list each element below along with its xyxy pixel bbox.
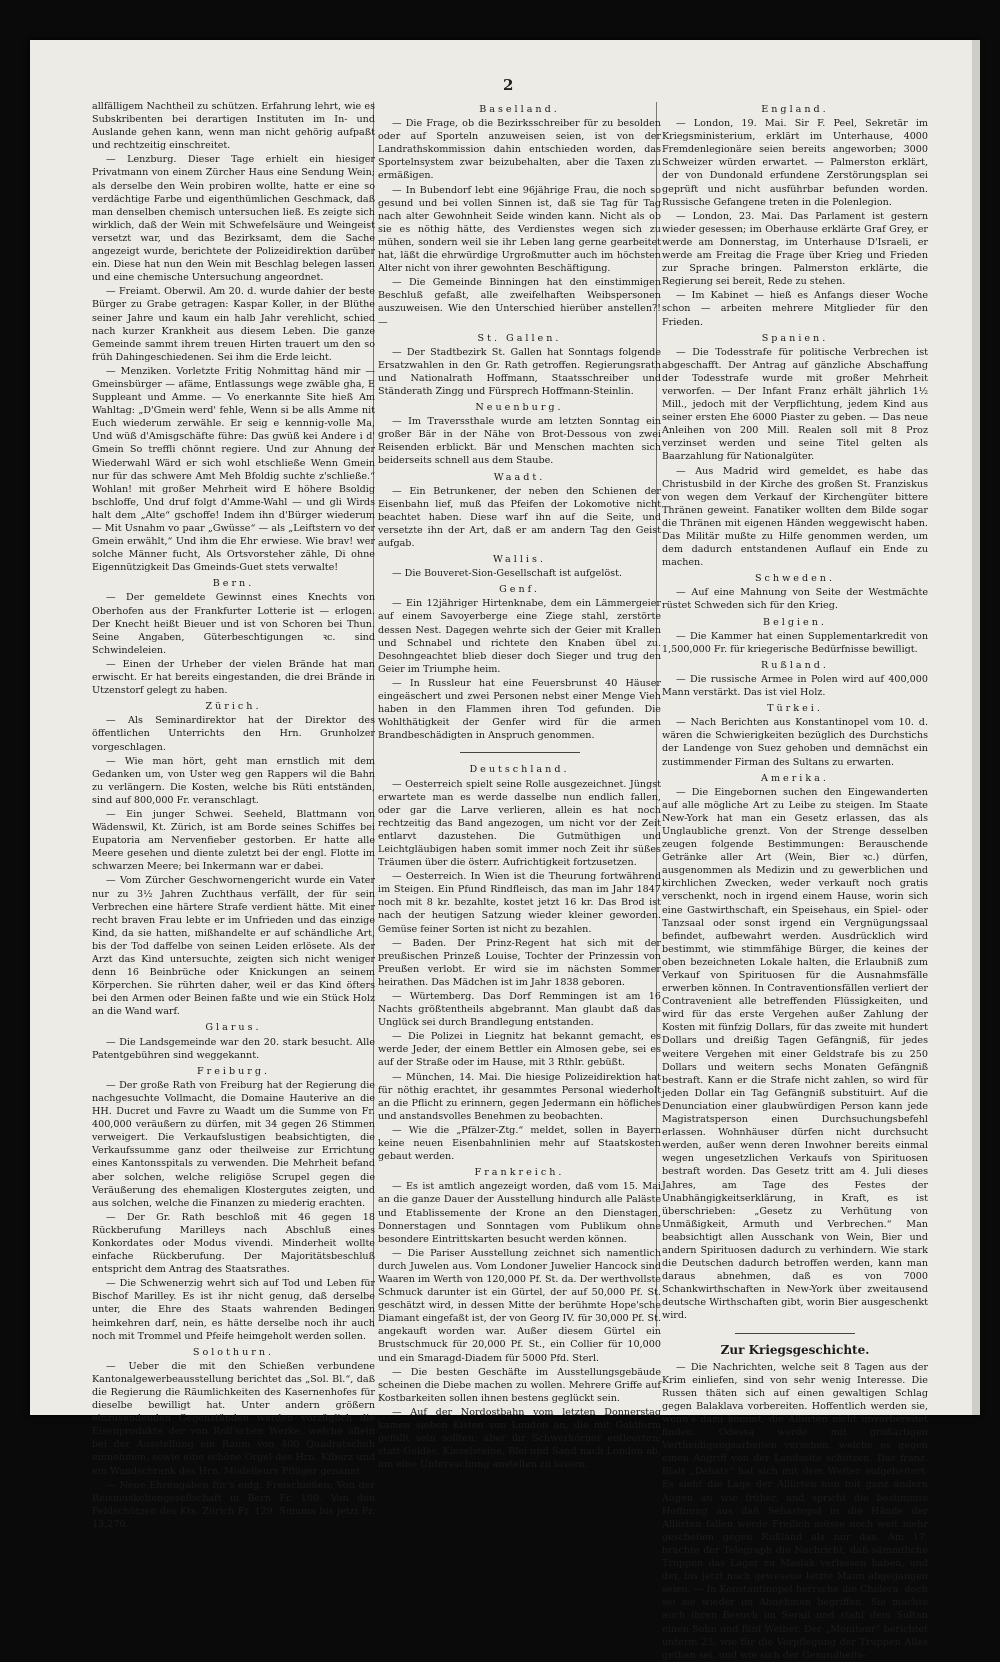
article: — Die russische Armee in Polen wird auf 400,000 Mann verstärkt. Das ist viel Holz. [662,673,928,699]
article: — Auf eine Mahnung von Seite der Westmächte rüstet Schweden sich für den Krieg. [662,587,928,612]
section-heading: Schweden. [754,573,836,585]
article: — Ein Betrunkener, der neben den Schienen der Eisenbahn lief, muß das Pfeifen der Lokomotive nicht beachtet haben. Diese warf ihn auf die Seite, und versetzte ihn der Art, daß er am andern Tag den Geist aufgab. [378,485,661,549]
article: — Aus Madrid wird gemeldet, es habe das Christusbild in der Kirche des großen St. Franziskus von wegen dem Verkauf der Kirchengüter bittere Thränen geweint. Fanatiker wollten dem Bilde sogar die Thränen mit eigenen Händen weggewischt haben. Das Militär mußte zu Hilfe genommen werden, um dem dadurch entstandenen Auflauf ein Ende zu machen. [662,465,928,569]
article: — London, 19. Mai. Sir F. Peel, Sekretär im Kriegsministerium, erklärt im Unterhause, 4000 Fremdenlegionäre seien bereits angeworben; 3000 Schweizer würden erwartet. — Palmerston erklärt, der von Dundonald erfundene Zerstörungsplan sei geprüft und nicht ausführbar befunden worden. Russische Gefangene treten in die Polenlegion. [662,118,928,208]
section-heading: Frankreich. [474,1167,565,1179]
article: — Die Landsgemeinde war den 20. stark besucht. Alle Patentgebühren sind weggekannt. [92,1036,375,1061]
section-heading: Spanien. [761,332,829,344]
article: — In Russleur hat eine Feuersbrunst 40 Häuser eingeäschert und zwei Personen nebst einer Menge Vieh haben in den Flammen ihren Tod gefunden. Die Wohlthätigkeit der Genfer wird für die armen Brandbeschädigten in Anspruch genommen. [378,677,661,742]
article: — Die Pariser Ausstellung zeichnet sich namentlich durch Juwelen aus. Vom Londoner Juwelier Hancock sind Waaren im Werth von 120,000 Pf. St. da. Der werthvollste Schmuck darunter ist ein Gürtel, der auf 50,000 Pf. St. geschätzt wird, in dessen Mitte der berühmte Hope'sche Diamant eingefaßt ist, der von Georg IV. für 30,000 Pf. St. angekauft worden war. Außer diesem Gürtel ein Brustschmuck für 20,000 Pf. St., ein Collier für 10,000 und ein Smaragd-Diadem für 5000 Pfd. Sterl. [378,1247,661,1364]
section-heading: Glarus. [205,1022,262,1034]
article: — Baden. Der Prinz-Regent hat sich mit der preußischen Prinzeß Louise, Tochter der Prinzessin von Preußen verlobt. Er wird sie im nächsten Sommer heirathen. Das Mädchen ist im Jahr 1838 geboren. [378,937,661,988]
article: allfälligem Nachtheil zu schützen. Erfahrung lehrt, wie es Subskribenten bei derartigen Instituten im In- und Auslande gehen kann, wenn man nicht gehörig aufpaßt und rechtzeitig einschreitet. [92,101,375,152]
section-divider [460,752,580,753]
article: — Die besten Geschäfte im Ausstellungsgebäude scheinen die Diebe machen zu wollen. Mehrere Griffe auf Kostbarkeiten sollen ihnen bestens geglückt sein. [378,1366,661,1404]
article: — London, 23. Mai. Das Parlament ist gestern wieder gesessen; im Oberhause erklärte Graf Grey, er werde am Donnerstag, im Unterhause D'Israeli, er werde am Freitag die Frage über Krieg und Frieden zur Sprache bringen. Palmerston erklärte, die Regierung sei bereit, Rede zu stehen. [662,210,928,288]
article: — Die Frage, ob die Bezirksschreiber für zu besolden oder auf Sporteln anzuweisen seien, ist von der Landrathskommission dahin entschieden worden, das Sportelnsystem zwar beizubehalten, aber die Taxen zu ermäßigen. [378,118,661,182]
section-divider [735,1333,855,1334]
section-heading: Neuenburg. [475,402,564,414]
column-3 [662,100,928,1661]
article: — Auf der Nordostbahn vom letzten Donnerstag kamen sieben Kisten von London an, die mit Goldform gefüllt sein sollten; aber ihr Schwerkörner entleerten; statt Goldes, Kiezelsteine, Blei und Sand nach London ab, um eine Untersuchung anstellen zu lassen. [378,1406,661,1471]
section-heading: Freiburg. [196,1065,271,1077]
feature-heading: Zur Kriegsgeschichte. [720,1342,870,1357]
article: — Ein junger Schwei. Seeheld, Blattmann von Wädenswil, Kt. Zürich, ist am Borde seines Schiffes bei Eupatoria am Nervenfieber gestorben. Er hatte alle Meere gesehen und diente zuletzt bei der engl. Flotte im schwarzen Meere; bei Inkermann war er dabei. [92,808,375,873]
article: — Die Bouveret-Sion-Gesellschaft ist aufgelöst. [392,568,622,580]
section-heading: Türkei. [767,703,823,715]
section-heading: Zürich. [205,701,262,713]
section-heading: Amerika. [761,772,829,784]
article: — Würtemberg. Das Dorf Remmingen ist am 16 Nachts größtentheils abgebrannt. Man glaubt daß das Unglück sei durch Brandlegung entstanden. [378,991,661,1029]
article: — Nach Berichten aus Konstantinopel vom 10. d. wären die Schwierigkeiten bezüglich des Durchstichs der Landenge von Suez gehoben und demnächst ein zustimmender Firman des Sultans zu erwarten. [662,717,928,768]
article: — Die Gemeinde Binningen hat den einstimmigen Beschluß gefaßt, alle zweifelhaften Weibspersonen auszuweisen. Wie den Unterschied hierüber anstellen?! — [378,277,661,328]
article: — Als Seminardirektor hat der Direktor des öffentlichen Unterrichts den Hrn. Grunholzer vorgeschlagen. [92,715,375,753]
column-1 [92,100,375,1530]
article: — Lenzburg. Dieser Tage erhielt ein hiesiger Privatmann von einem Zürcher Haus eine Sendung Wein; als derselbe den Wein probiren wollte, hatte er eine so verdächtige Farbe und eigenthümlichen Geschmack, daß man denselben chemisch untersuchen ließ. Es zeigte sich wirklich, daß der Wein mit Schwefelsäure und Weingeist versetzt war, und das Bezirksamt, dem die Sache angezeigt wurde, berichtete der Polizeidirektion darüber ein. Diese hat nun den Wein mit Beschlag belegen lassen und eine chemische Untersuchung angeordnet. [92,154,375,284]
article: — Die Eingebornen suchen den Eingewanderten auf alle mögliche Art zu Leibe zu steigen. Im Staate New-York hat man ein Gesetz erlassen, das als Unglaubliche grenzt. Von der Strenge desselben zeugen folgende Bestimmungen: Berauschende Getränke aller Art (Wein, Bier ꝛc.) dürfen, ausgenommen als Medizin und zu gewerblichen und kirchlichen Zwecken, weder verkauft noch gratis verschenkt, noch in irgend einem Hause, worin sich eine Gastwirthschaft, ein Speisehaus, ein Spiel- oder Tanzsaal oder sonst irgend ein Vergnügungssaal befindet, aufbewahrt werden. Ausdrücklich wird bestimmt, wie stimmfähige Bürger, die keines der oben bezeichneten Lokale halten, die Erlaubniß zum Verkauf von Spirituosen für die Ausnahmsfälle erwerben können. In Contraventionsfällen verliert der Contravenient alle betreffenden Flüssigkeiten, und wird für das erste Vergehen außer Zahlung der Kosten mit fünfzig Dollars, für das zweite mit hundert Dollars und dreißig Tagen Gefängniß, für jedes weitere Vergehen mit einer Geldstrafe bis zu 250 Dollars und weitern sechs Monaten Gefängniß bestraft. Kann er die Strafe nicht zahlen, so wird für jeden Dollar ein Tag Gefängniß substituirt. Auf die Denunciation einer glaubwürdigen Person kann jede Magistratsperson einen Durchsuchungsbefehl erlassen. Wohnhäuser dürfen nicht durchsucht werden, außer wenn deren Inwohner bereits einmal wegen ungesetzlichen Verkaufs von Spirituosen bestraft worden. Das Gesetz tritt am 4. Juli dieses Jahres, am Tage des Festes der Unabhängigkeitserklärung, in Kraft, es ist überschrieben: „Gesetz zu Verhütung von Unmäßigkeit, Armuth und Verbrechen.“ Man beabsichtigt allen Ausschank von Wein, Bier und andern Spirituosen dadurch zu verhindern. Wie stark die Deutschen dadurch betroffen werden, kann man daraus abnehmen, daß es von 7000 Schankwirthschaften in New-York über zweitausend deutsche Wirthschaften gibt, worin Bier ausgeschenkt wird. [662,786,928,1322]
article: — Wie die „Pfälzer-Ztg.“ meldet, sollen in Bayern keine neuen Eisenbahnlinien mehr auf Staatskosten gebaut werden. [378,1124,661,1163]
section-heading: Waadt. [493,471,546,483]
article: — Die Kammer hat einen Supplementarkredit von 1,500,000 Fr. für kriegerische Bedürfnisse bewilligt. [662,630,928,655]
article: — Im Kabinet — hieß es Anfangs dieser Woche schon — arbeiten mehrere Mitglieder für den Frieden. [662,290,928,328]
section-heading: Deutschland. [469,764,570,776]
section-heading: Bern. [212,578,255,590]
section-heading: St. Gallen. [477,332,562,344]
article: — Menziken. Vorletzte Fritig Nohmittag händ mir — Gmeinsbürger — afäme, Entlassungs wege zwäble gha, E Suppleant und Amme. — Vo enerkannte Site hieß Am Wahltag: „D'Gmein werd' fehle, Wenn si be alls Amme nit Euch wiederum zerwähle. Er seig e kennnig-volle Ma, Und wüß d'Amisgschäfte führe: Das gwüß kei Andere i d' Gmein So treffli chönnt regiere. Und zur Ahnung der Wiederwahl Wärd er sich wohl etschließe Wenn Gmein nur für das schwere Amt Meh Bfoldig suchte z'schließe.“ Wohlan! mit großer Mehrheit wird E höhere Bsoldig bschloffe, Und druf folgt d'Amme-Wahl — und gli Wirds halt dem „Alte“ gschoffe! Indem ihn d'Bürger wiederum — Mit Usnahm vo paar „Gwüsse“ — als „Leiftstern vo der Gmein erwählt,“ Und ihm die Ehr erwiese. Wie brav! wer solche Männer fucht, Als Ortsvorsteher zähle, Di ohne Eigennützigkeit Das Gmeinds-Guet stets verwalte! [92,365,375,574]
section-heading: Rußland. [761,659,829,671]
article: — Der Stadtbezirk St. Gallen hat Sonntags folgende Ersatzwahlen in den Gr. Rath getroffen. Regierungsrath und Nationalrath Hoffmann, Staatsschreiber und Ständerath Zingg und Fürsprech Hoffmann-Steinlin. [378,346,661,397]
article: — Oesterreich. In Wien ist die Theurung fortwährend im Steigen. Ein Pfund Rindfleisch, das man im Jahr 1847 noch mit 8 kr. bezahlte, kostet jetzt 16 kr. Das Brod ist nach der heutigen Satzung wieder kleiner geworden. Gemüse feiner Sorten ist nicht zu bezahlen. [378,871,661,935]
section-heading: Wallis. [493,554,546,566]
article: — Oesterreich spielt seine Rolle ausgezeichnet. Jüngst erwartete man es werde dasselbe nun endlich fallen, oder gar die Larve verlieren, allein es hat noch rechtzeitig das Band angezogen, um nicht vor der Zeit entlarvt dazustehen. Die Gutmüthigen und Leichtgläubigen haben somit immer noch Zeit ihr süßes Träumen über die österr. Aufrichtigkeit fortzusetzen. [378,778,661,869]
article: — Der Gr. Rath beschloß mit 46 gegen 18 Rückberufung Marilleys nach Abschluß eines Konkordates oder Modus vivendi. Minderheit wollte einfache Rückberufung. Der Majoritätsbeschluß entspricht dem Antrag des Staatsrathes. [92,1211,375,1276]
section-heading: Solothurn. [192,1346,275,1358]
article: — Die Todesstrafe für politische Verbrechen ist abgeschafft. Der Antrag auf gänzliche Abschaffung der Todesstrafe wurde mit großer Mehrheit verworfen. — Der Infant Franz erhält jährlich 1½ Mill., jedoch mit der Verpflichtung, jedem Kind aus seiner ersten Ehe 6000 Piaster zu geben. — Das neue Anleihen von 200 Mill. Realen soll mit 8 Proz verzinset werden und seine Titel gelten als Baarzahlung für Nationalgüter. [662,346,928,463]
article: — München, 14. Mai. Die hiesige Polizeidirektion hat für nöthig erachtet, ihr gesammtes Personal wiederholt an die Pflicht zu erinnern, gegen Jedermann ein höfliches und anstandsvolles Benehmen zu beobachten. [378,1071,661,1122]
article: — Freiamt. Oberwil. Am 20. d. wurde dahier der beste Bürger zu Grabe getragen: Kaspar Koller, in der Blüthe seiner Jahre und kaum ein halb Jahr verehlicht, schied nach kurzer Krankheit aus diesem Leben. Die ganze Gemeinde sammt ihrem treuen Hirten trauert um den so früh Dahingeschiedenen. Sei ihm die Erde leicht. [92,286,375,363]
section-heading: Baselland. [479,104,560,115]
article: — Einen der Urheber der vielen Brände hat man erwischt. Er hat bereits eingestanden, die drei Brände in Utzenstorf gelegt zu haben. [92,658,375,697]
article: — Die Polizei in Liegnitz hat bekannt gemacht, es werde Jeder, der einem Bettler ein Almosen gebe, sei es auf der Straße oder im Hause, mit 3 Rthlr. gebüßt. [378,1031,661,1069]
section-heading: Belgien. [763,616,827,628]
article: — Ueber die mit den Schießen verbundene Kantonalgewerbeausstellung berichtet das „Sol. Bl.“, daß die Regierung die Räumlichkeiten des Kasernenhofes für dieselbe bewilligt hat. Unter andern größern einzusendenden Gegenständen werden vorzüglich die Eisenprodukte der von Roll'schen Werke, welche allein bei der Ausstellung ein Raum von 400 Quadratschuh einnehmen, sowie eine schöne Orgel des Hrn. Kiburz und ein Wandschrank des Hrn. Modelleurs Pflüger genannt. [92,1360,375,1477]
article: — Es ist amtlich angezeigt worden, daß vom 15. Mai an die ganze Dauer der Ausstellung hindurch alle Paläste und Etablissemente der Krone an den Dienstagen, Donnerstagen und Sonntagen vom Publikum ohne besondere Eintrittskarten besucht werden können. [378,1181,661,1245]
article: — In Bubendorf lebt eine 96jährige Frau, die noch so gesund und bei vollen Sinnen ist, daß sie Tag für Tag nach alter Gewohnheit Seide winden kann. Nicht als ob sie es nöthig hätte, des Verdienstes wegen sich zu mühen, sondern weil sie ihr Leben lang gerne gearbeitet hat, läßt die ehrwürdige Urgroßmutter auch im höchsten Alter nicht von ihrer gewohnten Beschäftigung. [378,184,661,275]
article: — Der gemeldete Gewinnst eines Knechts von Oberhofen aus der Frankfurter Lotterie ist — erlogen. Der Knecht heißt Bieuer und ist von Schoren bei Thun. Seine Angaben, Güterbeschtigungen ꝛc. sind Schwindeleien. [92,592,375,656]
article: — Die Nachrichten, welche seit 8 Tagen aus der Krim einliefen, sind von sehr wenig Interesse. Die Russen thäten sich auf einen gewaltigen Schlag gegen Balaklava vorbereiten. Hoffentlich werden sie, wenn's dazu kommt, die Alliirten nicht unvorbereitet finden. Odessa werde mit großartigen Vertheidigungsarbeiten versehen, welche es gegen einen Angriff von der Landseite schützen. Das franz. Blatt „Debats“ hat sich mit dem Wetter aufgeheitert. Es sieht die Lage der Alliirten nun mit ganz andern Augen an wie früher, und spricht die bestimmte Hoffnung aus daß Sebastopol in die Hände der Alliirten fallen werde Freilich müsse noch weit mehr geschehen gegen Rußland als nur das. Am 17. brachte der Telegraph die Nachricht, daß sämmtliche Truppen das Lager zu Maslak verlassen haben, und der, bis jetzt noch gewesene letzte Mann abgegangen seien. — In Konstantinopel herrsche die Cholera, doch sei sie wieder im Abnehmen begriffen. Sie machte auch ihren Besuch im Serail und stahl dem Sultan einen Sohn und fünf Weiber. Der „Moniteur“ berichtet unterm 23. wie für die Verpflegung der Truppen Alles gethan sei, und wie sich der Gesundheits- [662,1361,928,1661]
column-2 [378,100,661,1471]
article: — Neue Ehrengaben für's eidg. Freischießen: Von der Reismuskeltengesellschaft in Bern Fr. 100. Von den Feldschützen des Kts. Zürich Fr. 129. Summa bis jetzt Fr. 13,270. [92,1479,375,1530]
page-edge [972,40,980,1415]
section-heading: Genf. [499,584,540,596]
article: — Ein 12jähriger Hirtenknabe, dem ein Lämmergeier auf einem Savoyerberge eine Ziege stahl, zerstörte dessen Nest. Dagegen wehrte sich der Geier mit Krallen und Schnabel und richtete den Knaben übel zu. Desohngeachtet blieb dieser doch Sieger und trug den Geier im Triumphe heim. [378,598,661,675]
page-number: 2 [503,76,514,94]
article: — Vom Zürcher Geschwornengericht wurde ein Vater nur zu 3½ Jahren Zuchthaus verfällt, der für sein Verbrechen eine härtere Strafe verdient hätte. Mit einer recht braven Frau lebte er im Unfrieden und das einzige Kind, da sie hatten, mißhandelte er auf schändliche Art, bis der Tod daffelbe von seinen Leiden erlösete. Als der Arzt das Kind untersuchte, zeigten sich nicht weniger denn 16 Beinbrüche oder Knickungen an seinem Körperchen. Sie rührten daher, weil er das Kind öfters bei den Armen oder Beinen faßte und wie ein Stück Holz an die Wand warf. [92,875,375,1018]
article: — Im Traverssthale wurde am letzten Sonntag ein großer Bär in der Nähe von Brot-Dessous von zwei Reisenden erblickt. Bär und Menschen machten sich beiderseits schnell aus dem Staube. [378,416,661,467]
article: — Der große Rath von Freiburg hat der Regierung die nachgesuchte Vollmacht, die Domaine Hauterive an die HH. Ducret und Favre zu Waadt um die Summe von Fr. 400,000 veräußern zu dürfen, mit 34 gegen 26 Stimmen verweigert. Die Verkaufslustigen beabsichtigten, die Verkaufssumme ganz oder theilweise zur Errichtung eines Kantonsspitals zu verwenden. Die Mehrheit befand aber solchen, welche religiöse Scrupel gegen die Veräußerung des ehemaligen Klostergutes zeigten, und aus solchen, welche die Finanzen zu miederig erachten. [92,1079,375,1209]
article: — Wie man hört, geht man ernstlich mit dem Gedanken um, von Uster weg gen Rappers wil die Bahn zu verlängern. Die Kosten, welche bis Rüti entständen, sind auf 800,000 Fr. veranschlagt. [92,755,375,806]
article: — Die Schwenerzig wehrt sich auf Tod und Leben für Bischof Marilley. Es ist ihr nicht genug, daß derselbe unter, die Ehre des Staats wahrenden Bedingen heimkehren darf, nein, es hätte derselbe noch ihr auch noch mit Trommel und Pfeife heimgeholt werden sollen. [92,1278,375,1342]
section-heading: England. [761,104,829,115]
